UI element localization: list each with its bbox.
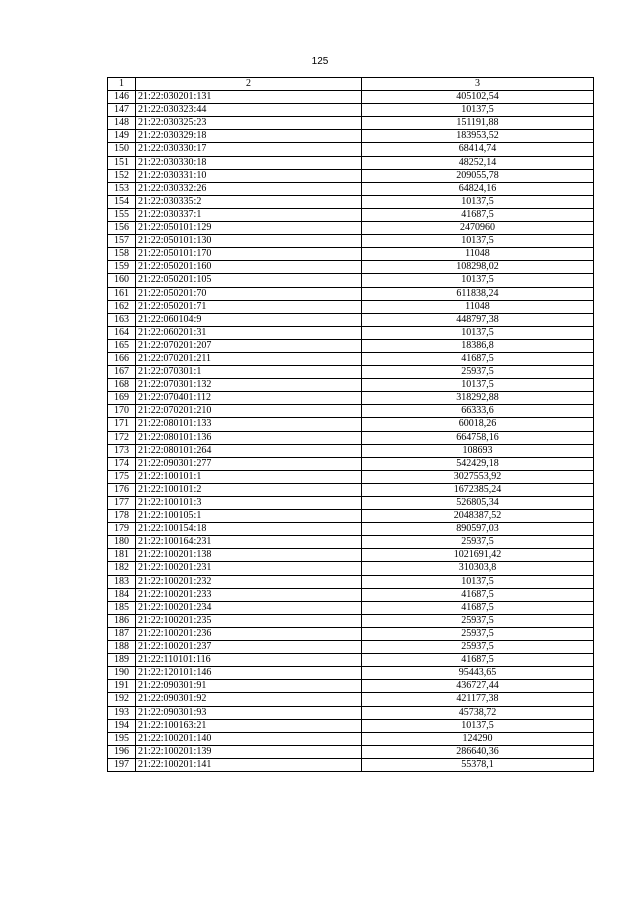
row-value: 25937,5 bbox=[362, 536, 594, 549]
row-value: 95443,65 bbox=[362, 667, 594, 680]
row-number: 170 bbox=[108, 405, 136, 418]
table-row bbox=[108, 274, 594, 287]
table-row bbox=[108, 222, 594, 235]
cadastral-number: 21:22:030325:23 bbox=[136, 117, 362, 130]
row-number: 156 bbox=[108, 222, 136, 235]
table-row bbox=[108, 588, 594, 601]
row-value: 41687,5 bbox=[362, 588, 594, 601]
table-row bbox=[108, 248, 594, 261]
cadastral-number: 21:22:090301:277 bbox=[136, 457, 362, 470]
cadastral-number: 21:22:030201:131 bbox=[136, 91, 362, 104]
table-row bbox=[108, 326, 594, 339]
row-number: 173 bbox=[108, 444, 136, 457]
row-value: 151191,88 bbox=[362, 117, 594, 130]
cadastral-number: 21:22:080101:264 bbox=[136, 444, 362, 457]
table-row bbox=[108, 719, 594, 732]
cadastral-number: 21:22:030337:1 bbox=[136, 208, 362, 221]
row-number: 181 bbox=[108, 549, 136, 562]
cadastral-number: 21:22:070201:207 bbox=[136, 339, 362, 352]
row-value: 286640,36 bbox=[362, 745, 594, 758]
row-number: 152 bbox=[108, 169, 136, 182]
row-value: 25937,5 bbox=[362, 627, 594, 640]
table-row bbox=[108, 497, 594, 510]
row-value: 66333,6 bbox=[362, 405, 594, 418]
cadastral-number: 21:22:070301:1 bbox=[136, 366, 362, 379]
cadastral-number: 21:22:100201:234 bbox=[136, 601, 362, 614]
row-value: 11048 bbox=[362, 300, 594, 313]
cadastral-number: 21:22:050101:170 bbox=[136, 248, 362, 261]
header-col-1: 1 bbox=[108, 78, 136, 91]
row-number: 155 bbox=[108, 208, 136, 221]
table-row bbox=[108, 379, 594, 392]
table-row bbox=[108, 575, 594, 588]
table-body bbox=[108, 91, 594, 772]
table-row bbox=[108, 352, 594, 365]
table-row bbox=[108, 418, 594, 431]
table-row bbox=[108, 431, 594, 444]
cadastral-number: 21:22:070401:112 bbox=[136, 392, 362, 405]
table-row bbox=[108, 182, 594, 195]
row-number: 183 bbox=[108, 575, 136, 588]
cadastral-number: 21:22:100105:1 bbox=[136, 510, 362, 523]
cadastral-number: 21:22:090301:92 bbox=[136, 693, 362, 706]
table-row bbox=[108, 627, 594, 640]
row-value: 448797,38 bbox=[362, 313, 594, 326]
table-row bbox=[108, 208, 594, 221]
row-number: 160 bbox=[108, 274, 136, 287]
row-value: 45738,72 bbox=[362, 706, 594, 719]
cadastral-number: 21:22:050201:160 bbox=[136, 261, 362, 274]
cadastral-number: 21:22:100154:18 bbox=[136, 523, 362, 536]
table-row bbox=[108, 130, 594, 143]
cadastral-number: 21:22:060201:31 bbox=[136, 326, 362, 339]
row-value: 10137,5 bbox=[362, 379, 594, 392]
row-number: 161 bbox=[108, 287, 136, 300]
row-value: 68414,74 bbox=[362, 143, 594, 156]
row-number: 179 bbox=[108, 523, 136, 536]
cadastral-number: 21:22:070301:132 bbox=[136, 379, 362, 392]
row-value: 41687,5 bbox=[362, 654, 594, 667]
cadastral-number: 21:22:080101:136 bbox=[136, 431, 362, 444]
table-row bbox=[108, 117, 594, 130]
row-number: 153 bbox=[108, 182, 136, 195]
table-row bbox=[108, 706, 594, 719]
cadastral-number: 21:22:080101:133 bbox=[136, 418, 362, 431]
cadastral-number: 21:22:100201:141 bbox=[136, 758, 362, 771]
row-value: 3027553,92 bbox=[362, 470, 594, 483]
row-value: 2048387,52 bbox=[362, 510, 594, 523]
row-number: 171 bbox=[108, 418, 136, 431]
row-number: 167 bbox=[108, 366, 136, 379]
cadastral-number: 21:22:100201:237 bbox=[136, 641, 362, 654]
row-number: 162 bbox=[108, 300, 136, 313]
cadastral-number: 21:22:100201:235 bbox=[136, 614, 362, 627]
cadastral-number: 21:22:030335:2 bbox=[136, 195, 362, 208]
cadastral-number: 21:22:100201:233 bbox=[136, 588, 362, 601]
cadastral-number: 21:22:100201:138 bbox=[136, 549, 362, 562]
table-row bbox=[108, 523, 594, 536]
row-value: 436727,44 bbox=[362, 680, 594, 693]
row-value: 310303,8 bbox=[362, 562, 594, 575]
table-row bbox=[108, 261, 594, 274]
row-number: 163 bbox=[108, 313, 136, 326]
table-row bbox=[108, 91, 594, 104]
table-row bbox=[108, 457, 594, 470]
table-header bbox=[108, 78, 594, 91]
row-value: 542429,18 bbox=[362, 457, 594, 470]
row-number: 180 bbox=[108, 536, 136, 549]
row-number: 196 bbox=[108, 745, 136, 758]
row-value: 60018,26 bbox=[362, 418, 594, 431]
row-number: 195 bbox=[108, 732, 136, 745]
row-value: 421177,38 bbox=[362, 693, 594, 706]
page-number: 125 bbox=[311, 56, 329, 67]
row-number: 151 bbox=[108, 156, 136, 169]
cadastral-number: 21:22:100163:21 bbox=[136, 719, 362, 732]
data-table bbox=[107, 77, 594, 772]
table-row bbox=[108, 667, 594, 680]
cadastral-number: 21:22:030331:10 bbox=[136, 169, 362, 182]
row-number: 184 bbox=[108, 588, 136, 601]
row-value: 526805,34 bbox=[362, 497, 594, 510]
row-number: 191 bbox=[108, 680, 136, 693]
cadastral-number: 21:22:100164:231 bbox=[136, 536, 362, 549]
row-number: 175 bbox=[108, 470, 136, 483]
table-row bbox=[108, 313, 594, 326]
table-row bbox=[108, 536, 594, 549]
row-number: 159 bbox=[108, 261, 136, 274]
row-value: 10137,5 bbox=[362, 235, 594, 248]
header-col-3: 3 bbox=[362, 78, 594, 91]
row-value: 664758,16 bbox=[362, 431, 594, 444]
table-row bbox=[108, 143, 594, 156]
row-number: 168 bbox=[108, 379, 136, 392]
cadastral-number: 21:22:050201:105 bbox=[136, 274, 362, 287]
row-number: 154 bbox=[108, 195, 136, 208]
row-number: 172 bbox=[108, 431, 136, 444]
row-number: 166 bbox=[108, 352, 136, 365]
table-row bbox=[108, 287, 594, 300]
row-value: 124290 bbox=[362, 732, 594, 745]
cadastral-number: 21:22:070201:211 bbox=[136, 352, 362, 365]
row-number: 157 bbox=[108, 235, 136, 248]
table-row bbox=[108, 300, 594, 313]
table-row bbox=[108, 235, 594, 248]
row-value: 405102,54 bbox=[362, 91, 594, 104]
table-row bbox=[108, 470, 594, 483]
table-row bbox=[108, 405, 594, 418]
row-value: 10137,5 bbox=[362, 104, 594, 117]
row-number: 192 bbox=[108, 693, 136, 706]
row-value: 1672385,24 bbox=[362, 483, 594, 496]
table-row bbox=[108, 366, 594, 379]
row-value: 1021691,42 bbox=[362, 549, 594, 562]
row-value: 890597,03 bbox=[362, 523, 594, 536]
row-number: 187 bbox=[108, 627, 136, 640]
cadastral-number: 21:22:100101:1 bbox=[136, 470, 362, 483]
row-number: 158 bbox=[108, 248, 136, 261]
table-row bbox=[108, 654, 594, 667]
table-row bbox=[108, 549, 594, 562]
table-row bbox=[108, 195, 594, 208]
row-number: 178 bbox=[108, 510, 136, 523]
row-number: 165 bbox=[108, 339, 136, 352]
cadastral-number: 21:22:050201:71 bbox=[136, 300, 362, 313]
row-value: 10137,5 bbox=[362, 195, 594, 208]
cadastral-number: 21:22:090301:91 bbox=[136, 680, 362, 693]
cadastral-number: 21:22:100201:236 bbox=[136, 627, 362, 640]
row-number: 150 bbox=[108, 143, 136, 156]
row-value: 611838,24 bbox=[362, 287, 594, 300]
row-value: 10137,5 bbox=[362, 274, 594, 287]
table-header-row bbox=[108, 78, 594, 91]
cadastral-number: 21:22:090301:93 bbox=[136, 706, 362, 719]
row-number: 182 bbox=[108, 562, 136, 575]
table-row bbox=[108, 156, 594, 169]
row-value: 41687,5 bbox=[362, 352, 594, 365]
row-value: 10137,5 bbox=[362, 575, 594, 588]
row-number: 177 bbox=[108, 497, 136, 510]
cadastral-number: 21:22:030332:26 bbox=[136, 182, 362, 195]
table-row bbox=[108, 693, 594, 706]
row-value: 48252,14 bbox=[362, 156, 594, 169]
row-number: 148 bbox=[108, 117, 136, 130]
row-number: 189 bbox=[108, 654, 136, 667]
table-row bbox=[108, 680, 594, 693]
header-col-2: 2 bbox=[136, 78, 362, 91]
table-row bbox=[108, 104, 594, 117]
cadastral-number: 21:22:100101:3 bbox=[136, 497, 362, 510]
table-row bbox=[108, 169, 594, 182]
table-row bbox=[108, 339, 594, 352]
row-value: 183953,52 bbox=[362, 130, 594, 143]
cadastral-number: 21:22:100201:139 bbox=[136, 745, 362, 758]
cadastral-number: 21:22:050201:70 bbox=[136, 287, 362, 300]
row-number: 146 bbox=[108, 91, 136, 104]
cadastral-number: 21:22:060104:9 bbox=[136, 313, 362, 326]
row-number: 197 bbox=[108, 758, 136, 771]
row-value: 41687,5 bbox=[362, 601, 594, 614]
row-number: 174 bbox=[108, 457, 136, 470]
cadastral-number: 21:22:030330:18 bbox=[136, 156, 362, 169]
row-number: 164 bbox=[108, 326, 136, 339]
table-row bbox=[108, 562, 594, 575]
row-number: 169 bbox=[108, 392, 136, 405]
row-value: 209055,78 bbox=[362, 169, 594, 182]
row-value: 10137,5 bbox=[362, 326, 594, 339]
table-row bbox=[108, 601, 594, 614]
cadastral-number: 21:22:050101:129 bbox=[136, 222, 362, 235]
row-value: 2470960 bbox=[362, 222, 594, 235]
cadastral-number: 21:22:110101:116 bbox=[136, 654, 362, 667]
row-number: 188 bbox=[108, 641, 136, 654]
row-value: 25937,5 bbox=[362, 641, 594, 654]
row-number: 176 bbox=[108, 483, 136, 496]
row-number: 186 bbox=[108, 614, 136, 627]
table-row bbox=[108, 510, 594, 523]
cadastral-number: 21:22:050101:130 bbox=[136, 235, 362, 248]
table-row bbox=[108, 732, 594, 745]
table-row bbox=[108, 483, 594, 496]
row-value: 64824,16 bbox=[362, 182, 594, 195]
row-number: 193 bbox=[108, 706, 136, 719]
row-number: 149 bbox=[108, 130, 136, 143]
cadastral-number: 21:22:070201:210 bbox=[136, 405, 362, 418]
row-value: 10137,5 bbox=[362, 719, 594, 732]
row-number: 147 bbox=[108, 104, 136, 117]
row-value: 108693 bbox=[362, 444, 594, 457]
row-value: 11048 bbox=[362, 248, 594, 261]
table-row bbox=[108, 392, 594, 405]
table-row bbox=[108, 641, 594, 654]
table-row bbox=[108, 614, 594, 627]
table-row bbox=[108, 444, 594, 457]
cadastral-number: 21:22:100201:231 bbox=[136, 562, 362, 575]
row-value: 18386,8 bbox=[362, 339, 594, 352]
cadastral-number: 21:22:100101:2 bbox=[136, 483, 362, 496]
row-value: 41687,5 bbox=[362, 208, 594, 221]
cadastral-number: 21:22:120101:146 bbox=[136, 667, 362, 680]
cadastral-number: 21:22:030323:44 bbox=[136, 104, 362, 117]
cadastral-number: 21:22:030330:17 bbox=[136, 143, 362, 156]
row-number: 194 bbox=[108, 719, 136, 732]
table-row bbox=[108, 745, 594, 758]
row-value: 318292,88 bbox=[362, 392, 594, 405]
cadastral-number: 21:22:100201:232 bbox=[136, 575, 362, 588]
row-value: 25937,5 bbox=[362, 366, 594, 379]
row-value: 108298,02 bbox=[362, 261, 594, 274]
cadastral-number: 21:22:100201:140 bbox=[136, 732, 362, 745]
row-value: 25937,5 bbox=[362, 614, 594, 627]
table-row bbox=[108, 758, 594, 771]
row-number: 190 bbox=[108, 667, 136, 680]
row-number: 185 bbox=[108, 601, 136, 614]
row-value: 55378,1 bbox=[362, 758, 594, 771]
cadastral-number: 21:22:030329:18 bbox=[136, 130, 362, 143]
